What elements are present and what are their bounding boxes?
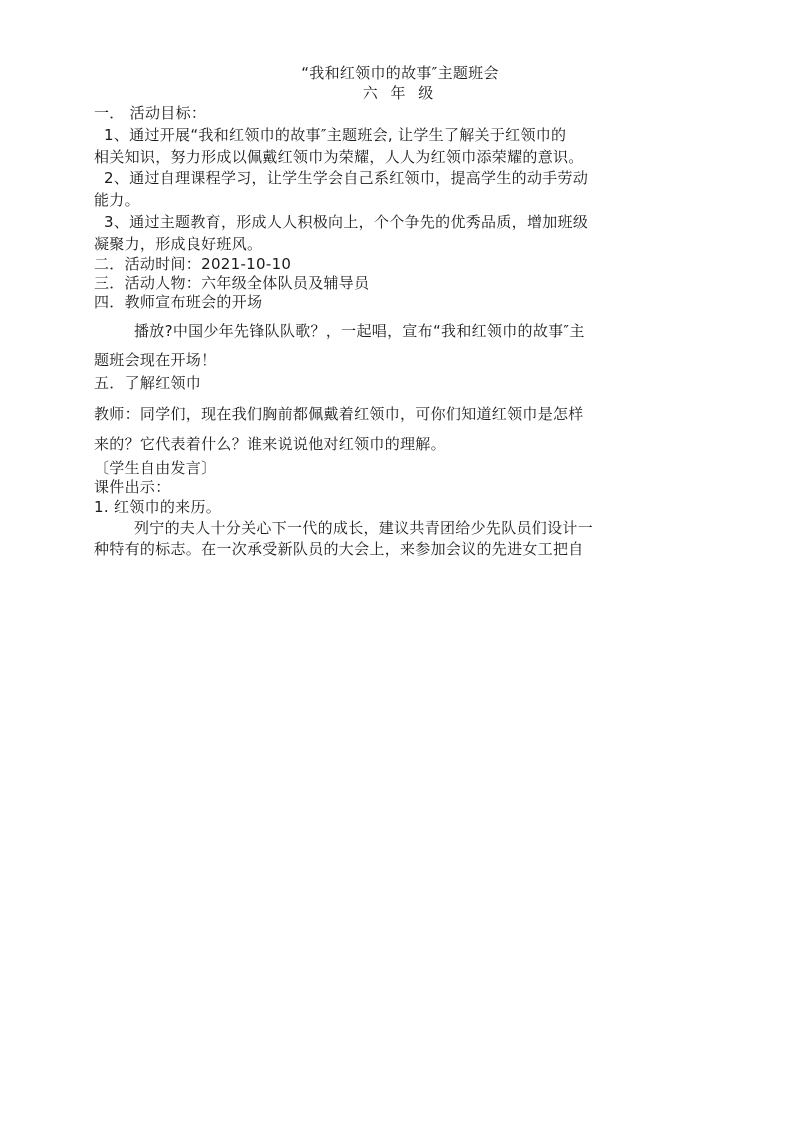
goal-1-line-2: 相关知识，努力形成以佩戴红领巾为荣耀，人人为红领巾添荣耀的意识。 bbox=[94, 148, 584, 166]
goal-3-line-1: 3、通过主题教育，形成人人积极向上，个个争先的优秀品质，增加班级 bbox=[104, 213, 589, 231]
student-speech-note: 〔学生自由发言〕 bbox=[94, 459, 217, 477]
goal-3-line-2: 凝聚力，形成良好班风。 bbox=[94, 235, 263, 253]
goal-1-line-1: 1、通过开展“我和红领巾的故事″主题班会, 让学生了解关于红领巾的 bbox=[104, 126, 567, 144]
origin-paragraph-line-2: 种特有的标志。在一次承受新队员的大会上，来参加会议的先进女工把自 bbox=[94, 540, 584, 558]
teacher-paragraph-line-2: 来的？它代表着什么？谁来说说他对红领巾的理解。 bbox=[94, 435, 446, 453]
courseware-label: 课件出示： bbox=[94, 478, 171, 496]
section-heading-understand: 五．了解红领巾 bbox=[94, 374, 202, 392]
section-heading-goals: 一． 活动目标： bbox=[94, 104, 207, 122]
section-heading-time: 二．活动时间：2021-10-10 bbox=[94, 255, 292, 273]
origin-paragraph-line-1: 列宁的夫人十分关心下一代的成长，建议共青团给少先队员们设计一 bbox=[134, 519, 594, 537]
opening-paragraph-line-1: 播放?中国少年先锋队队歌？，一起唱，宣布“我和红领巾的故事″主 bbox=[134, 322, 585, 340]
teacher-paragraph-line-1: 教师：同学们，现在我们胸前都佩戴着红领巾，可你们知道红领巾是怎样 bbox=[94, 405, 584, 423]
goal-2-line-1: 2、通过自理课程学习，让学生学会自己系红领巾，提高学生的动手劳动 bbox=[104, 169, 589, 187]
document-grade: 六 年 级 bbox=[362, 84, 438, 102]
section-heading-opening: 四．教师宣布班会的开场 bbox=[94, 293, 263, 311]
document-title: “我和红领巾的故事″主题班会 bbox=[301, 64, 499, 82]
opening-paragraph-line-2: 题班会现在开场！ bbox=[94, 351, 217, 369]
origin-heading: 1. 红领巾的来历。 bbox=[94, 498, 222, 516]
section-heading-people: 三．活动人物：六年级全体队员及辅导员 bbox=[94, 274, 370, 292]
goal-2-line-2: 能力。 bbox=[94, 191, 140, 209]
